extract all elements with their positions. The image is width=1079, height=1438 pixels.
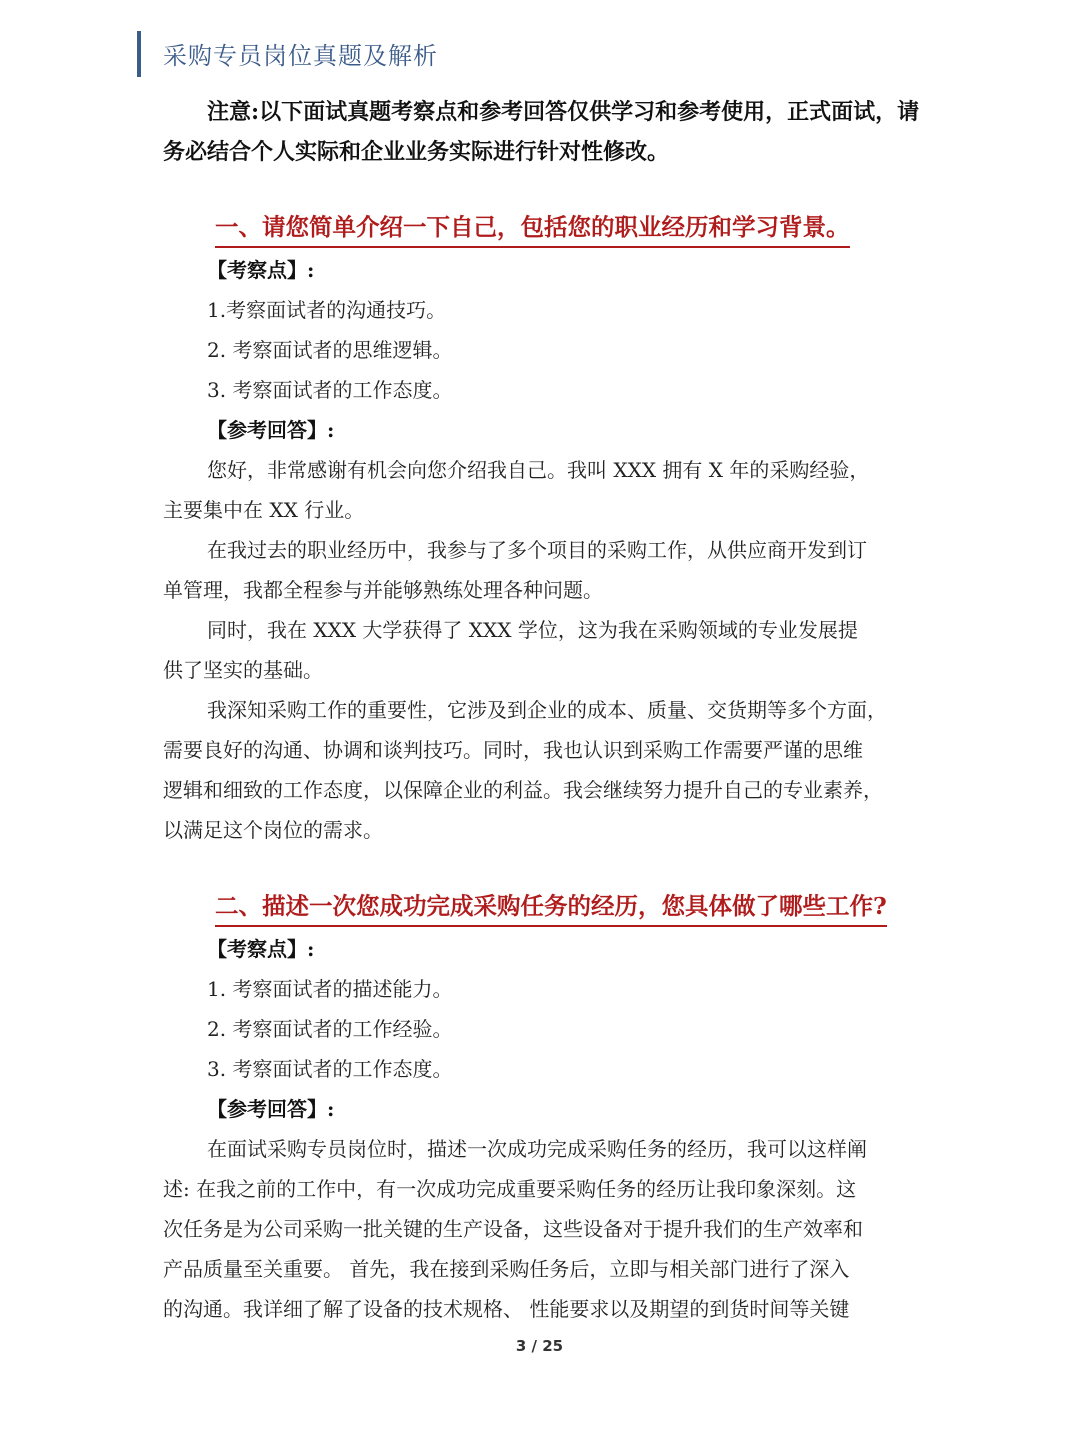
q1-answer-line: 主要集中在 XX 行业。 (163, 498, 365, 522)
q1-answer-line: 单管理，我都全程参与并能够熟练处理各种问题。 (163, 578, 603, 602)
q2-point: 2. 考察面试者的工作经验。 (207, 1017, 453, 1041)
q2-points-label: 【考察点】: (207, 937, 315, 961)
q1-answer-line: 逻辑和细致的工作态度，以保障企业的利益。我会继续努力提升自己的专业素养， (163, 778, 883, 802)
q2-answer-label: 【参考回答】: (207, 1097, 335, 1121)
header-accent-bar (137, 31, 141, 77)
question-1-title: 一、请您简单介绍一下自己，包括您的职业经历和学习背景。 (215, 210, 850, 248)
q1-answer-label: 【参考回答】: (207, 418, 335, 442)
q2-answer-line: 在面试采购专员岗位时，描述一次成功完成采购任务的经历，我可以这样阐 (207, 1137, 867, 1161)
q2-answer-line: 次任务是为公司采购一批关键的生产设备，这些设备对于提升我们的生产效率和 (163, 1217, 863, 1241)
q2-answer-line: 产品质量至关重要。 首先，我在接到采购任务后，立即与相关部门进行了深入 (163, 1257, 850, 1281)
q1-answer-line: 供了坚实的基础。 (163, 658, 323, 682)
q2-answer-line: 的沟通。我详细了解了设备的技术规格、 性能要求以及期望的到货时间等关键 (163, 1297, 850, 1321)
notice-text: 注意:以下面试真题考察点和参考回答仅供学习和参考使用，正式面试，请务必结合个人实际和企业业务实际进行针对性修改。 (163, 99, 920, 165)
q1-point: 2. 考察面试者的思维逻辑。 (207, 338, 453, 362)
q1-point: 1.考察面试者的沟通技巧。 (207, 298, 447, 322)
header-title: 采购专员岗位真题及解析 (163, 42, 438, 70)
q1-point: 3. 考察面试者的工作态度。 (207, 378, 453, 402)
q1-answer-line: 以满足这个岗位的需求。 (163, 818, 383, 842)
q2-point: 1. 考察面试者的描述能力。 (207, 977, 453, 1001)
q1-answer-line: 需要良好的沟通、协调和谈判技巧。同时，我也认识到采购工作需要严谨的思维 (163, 738, 863, 762)
q1-answer-line: 同时，我在 XXX 大学获得了 XXX 学位，这为我在采购领域的专业发展提 (207, 618, 858, 642)
q1-points-label: 【考察点】: (207, 258, 315, 282)
q1-answer-line: 您好，非常感谢有机会向您介绍我自己。我叫 XXX 拥有 X 年的采购经验， (207, 458, 870, 482)
question-2-title: 二、描述一次您成功完成采购任务的经历，您具体做了哪些工作? (215, 889, 887, 927)
q2-point: 3. 考察面试者的工作态度。 (207, 1057, 453, 1081)
page-number: 3 / 25 (515, 1337, 564, 1355)
q1-answer-line: 我深知采购工作的重要性，它涉及到企业的成本、质量、交货期等多个方面， (207, 698, 887, 722)
q2-answer-line: 述: 在我之前的工作中，有一次成功完成重要采购任务的经历让我印象深刻。这 (163, 1177, 857, 1201)
q1-answer-line: 在我过去的职业经历中，我参与了多个项目的采购工作，从供应商开发到订 (207, 538, 867, 562)
